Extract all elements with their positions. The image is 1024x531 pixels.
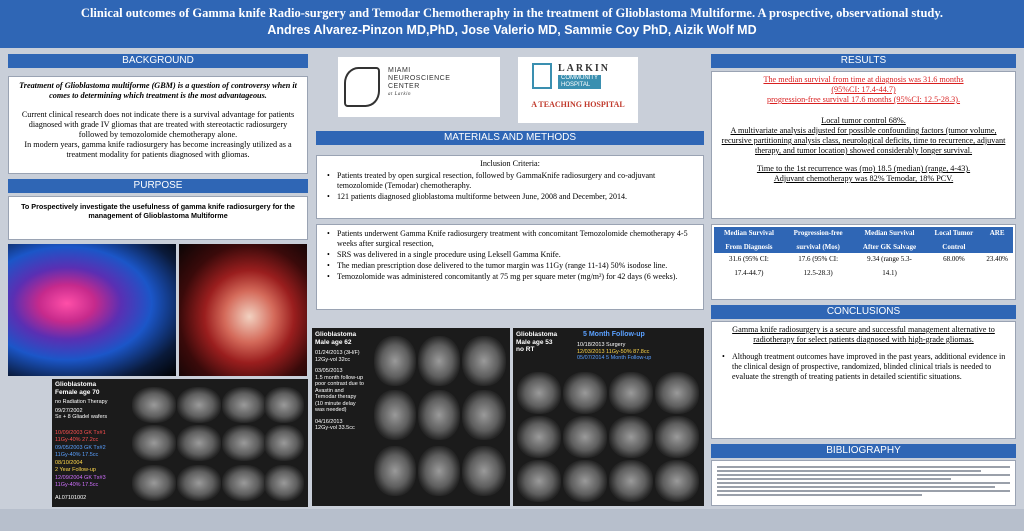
case2-line-9: was needed): [315, 407, 347, 413]
surgery-photo: [179, 244, 307, 376]
results-p-3: Time to the 1st recurrence was (mo) 18.5 (median) (range, 4-43).: [756, 164, 971, 173]
larkin-tagline: A TEACHING HOSPITAL: [531, 100, 625, 109]
procedure-item-3: • The median prescription dose delivered to the tumor margin was 11Gy (range 11-14) 50% isodose line.: [325, 261, 695, 271]
case1-date-1: 09/27/2002: [55, 407, 83, 414]
brain-tractography-image: [8, 244, 176, 376]
case1-line-2: Sx + 8 Gliadel wafers: [55, 414, 108, 420]
inclusion-panel: [316, 155, 704, 219]
case3-date-3: 05/07/2014 5 Month Follow-up: [577, 355, 652, 361]
conclusions-heading: CONCLUSIONS: [711, 305, 1016, 319]
miami-logo-line-1: MIAMI: [388, 67, 411, 74]
inclusion-title: Inclusion Criteria:: [480, 159, 540, 168]
mri-case-3-image: [513, 328, 704, 506]
larkin-sub-1: COMMUNITY: [561, 75, 598, 81]
procedure-item-4: • Temozolomide was administered concomitantly at 75 mg per square meter (mg/m²) for 42 days (6 weeks).: [325, 272, 695, 282]
inclusion-item-2: • 121 patients diagnosed glioblastoma multiforme between June, 2008 and December, 2014.: [325, 192, 695, 202]
case2-line-10: 04/16/2013: [315, 418, 343, 425]
table-header-cell: Median Survival After GK Salvage: [852, 227, 926, 253]
case1-id: AL07101002: [55, 495, 87, 501]
case1-fu-1b: 11Gy-40% 27.2cc: [55, 436, 99, 443]
results-table: [714, 227, 1013, 279]
case3-title-1: Glioblastoma: [516, 331, 558, 338]
case1-line-1: no Radiation Therapy: [55, 399, 108, 405]
conclusions-lead: Gamma knife radiosurgery is a secure and successful management alternative to radiotherapy for select patients diagnosed with high-grade gliomas.: [732, 325, 995, 344]
larkin-hospital-logo: [518, 57, 638, 123]
case1-fu-1: 10/09/2003 GK Tx#1: [55, 430, 106, 436]
case3-date-1: 10/18/2013 Surgery: [577, 342, 626, 348]
results-p-2: A multivariate analysis adjusted for possible confounding factors (tumor volume, recursive partitioning analysis class, neurological deficits, time to recurrence, adjuvant therapy, and tumor location) showed considerably longer survival.: [721, 126, 1006, 155]
poster-header: [0, 0, 1024, 48]
case1-title-1: Glioblastoma: [55, 381, 97, 388]
procedure-item-1: • Patients underwent Gamma Knife radiosurgery treatment with concomitant Temozolomide chemotherapy 4-5 weeks after surgical resection,: [325, 229, 695, 249]
conclusions-panel: [711, 321, 1016, 439]
background-lead: Treatment of Glioblastoma multiforme (GBM) is a question of controversy when it comes to determining which treatment is the most advantageous.: [19, 81, 297, 100]
table-cell: 23.40%: [986, 255, 1008, 263]
case3-title-2: Male age 53: [516, 338, 553, 346]
case1-fu-4b: 11Gy-40% 17.5cc: [55, 481, 99, 488]
case1-fu-2: 09/05/2003 GK Tx#2: [55, 445, 106, 451]
bibliography-heading: BIBLIOGRAPHY: [711, 444, 1016, 458]
conclusions-bullet: • Although treatment outcomes have improved in the past years, additional evidence in the clinical design of prospective, randomized, blinded clinical trials is needed to evaluate the strength of treating patients in detailed scientific situations.: [720, 352, 1007, 382]
case2-line-3: 03/05/2013: [315, 368, 343, 374]
case3-follow-label: 5 Month Follow-up: [583, 331, 645, 338]
case2-line-5: poor contrast due to: [315, 381, 364, 387]
case1-fu-2b: 11Gy-40% 17.5cc: [55, 451, 99, 458]
mri-case-2-image: [312, 328, 510, 506]
table-row: [714, 253, 1013, 279]
table-header-cell: Median Survival From Diagnosis: [714, 227, 784, 253]
larkin-sub-2: HOSPITAL: [561, 82, 591, 88]
case2-line-8: (10 minute delay: [315, 400, 356, 407]
case1-title-2: Female age 70: [55, 388, 100, 396]
case2-line-6: Avastin and: [315, 387, 344, 394]
procedure-item-2: • SRS was delivered in a single procedure using Leksell Gamma Knife.: [325, 250, 695, 260]
table-cell: 17.6 (95% CI: 12.5-28.3): [798, 255, 839, 277]
purpose-heading: PURPOSE: [8, 179, 308, 193]
case2-line-1: 01/24/2013 (3H/F): [315, 350, 360, 356]
case2-line-11: 12Gy-vol 33.5cc: [315, 425, 355, 431]
procedure-panel: [316, 224, 704, 310]
case2-title-1: Glioblastoma: [315, 331, 357, 338]
results-table-panel: [711, 224, 1016, 300]
miami-logo-line-2: NEUROSCIENCE: [388, 75, 451, 82]
footer-bar: [0, 509, 1024, 531]
larkin-name: LARKIN: [558, 63, 611, 74]
bibliography-panel: [711, 460, 1016, 506]
case2-title-2: Male age 62: [315, 338, 352, 346]
miami-logo-line-3: CENTER: [388, 83, 420, 90]
results-red-3: progression-free survival 17.6 months (95%CI: 12.5-28.3).: [766, 95, 961, 104]
table-header-cell: Local Tumor Control: [927, 227, 982, 253]
table-header-cell: ARE: [981, 227, 1013, 253]
case1-fu-3b: 2 Year Follow-up: [55, 466, 96, 473]
case1-fu-3: 08/10/2004: [55, 460, 83, 466]
miami-neuroscience-logo: [338, 57, 500, 117]
results-red-2: (95%CI: 17.4-44.7): [831, 85, 896, 94]
results-table-header-row: [714, 227, 1013, 253]
purpose-panel: [8, 196, 308, 240]
poster-authors: Andres Alvarez-Pinzon MD,PhD, Jose Valerio MD, Sammie Coy PhD, Aizik Wolf MD: [267, 23, 757, 37]
results-p-1: Local tumor control 68%.: [821, 116, 906, 125]
table-cell: 68.00%: [943, 255, 965, 263]
background-panel: [8, 76, 308, 174]
results-heading: RESULTS: [711, 54, 1016, 68]
mri-case-1-image: [52, 379, 308, 507]
case3-title-3: no RT: [516, 346, 535, 353]
table-header-cell: Progression-free survival (Mos): [784, 227, 853, 253]
table-cell: 31.6 (95% CI: 17.4-44.7): [729, 255, 769, 277]
purpose-text: To Prospectively investigate the usefulness of gamma knife radiosurgery for the management of Glioblastoma Multiforme: [21, 202, 295, 220]
larkin-logo-icon: [532, 63, 552, 89]
miami-logo-icon: [344, 67, 380, 107]
case3-date-2: 12/03/2013 11Gy-50% 87.8cc: [577, 348, 650, 355]
methods-heading: MATERIALS AND METHODS: [316, 131, 704, 145]
case2-line-4: 1.5 month follow-up: [315, 374, 363, 381]
results-red-1: The median survival from time at diagnosis was 31.6 months: [763, 75, 964, 84]
results-panel: [711, 71, 1016, 219]
results-p-4: Adjuvant chemotherapy was 82% Temodar, 18% PCV.: [773, 174, 954, 183]
background-body-2: In modern years, gamma knife radiosurgery has become increasingly utilized as a treatment modality for patients diagnosed with gliomas.: [24, 140, 292, 159]
case2-line-7: Temodar therapy: [315, 394, 357, 400]
case1-fu-4: 12/09/2004 GK Tx#3: [55, 475, 106, 481]
miami-logo-line-4: at Larkin: [388, 92, 411, 97]
poster-title: Clinical outcomes of Gamma knife Radio-surgery and Temodar Chemotheraphy in the treatment of Glioblastoma Multiforme. A prospective, observational study.: [80, 6, 944, 20]
background-body-1: Current clinical research does not indicate there is a survival advantage for patients diagnosed with grade IV gliomas that are treated with stereotactic radiosurgery followed by temozolomide chemotherapy alone.: [21, 110, 295, 139]
background-heading: BACKGROUND: [8, 54, 308, 68]
inclusion-item-1: • Patients treated by open surgical resection, followed by GammaKnife radiosurgery and co-adjuvant temozolomide (Temodar) chemotheraphy.: [325, 171, 695, 191]
case2-line-2: 12Gy-vol 32cc: [315, 356, 351, 363]
table-cell: 9.34 (range 5.3- 14.1): [867, 255, 912, 277]
